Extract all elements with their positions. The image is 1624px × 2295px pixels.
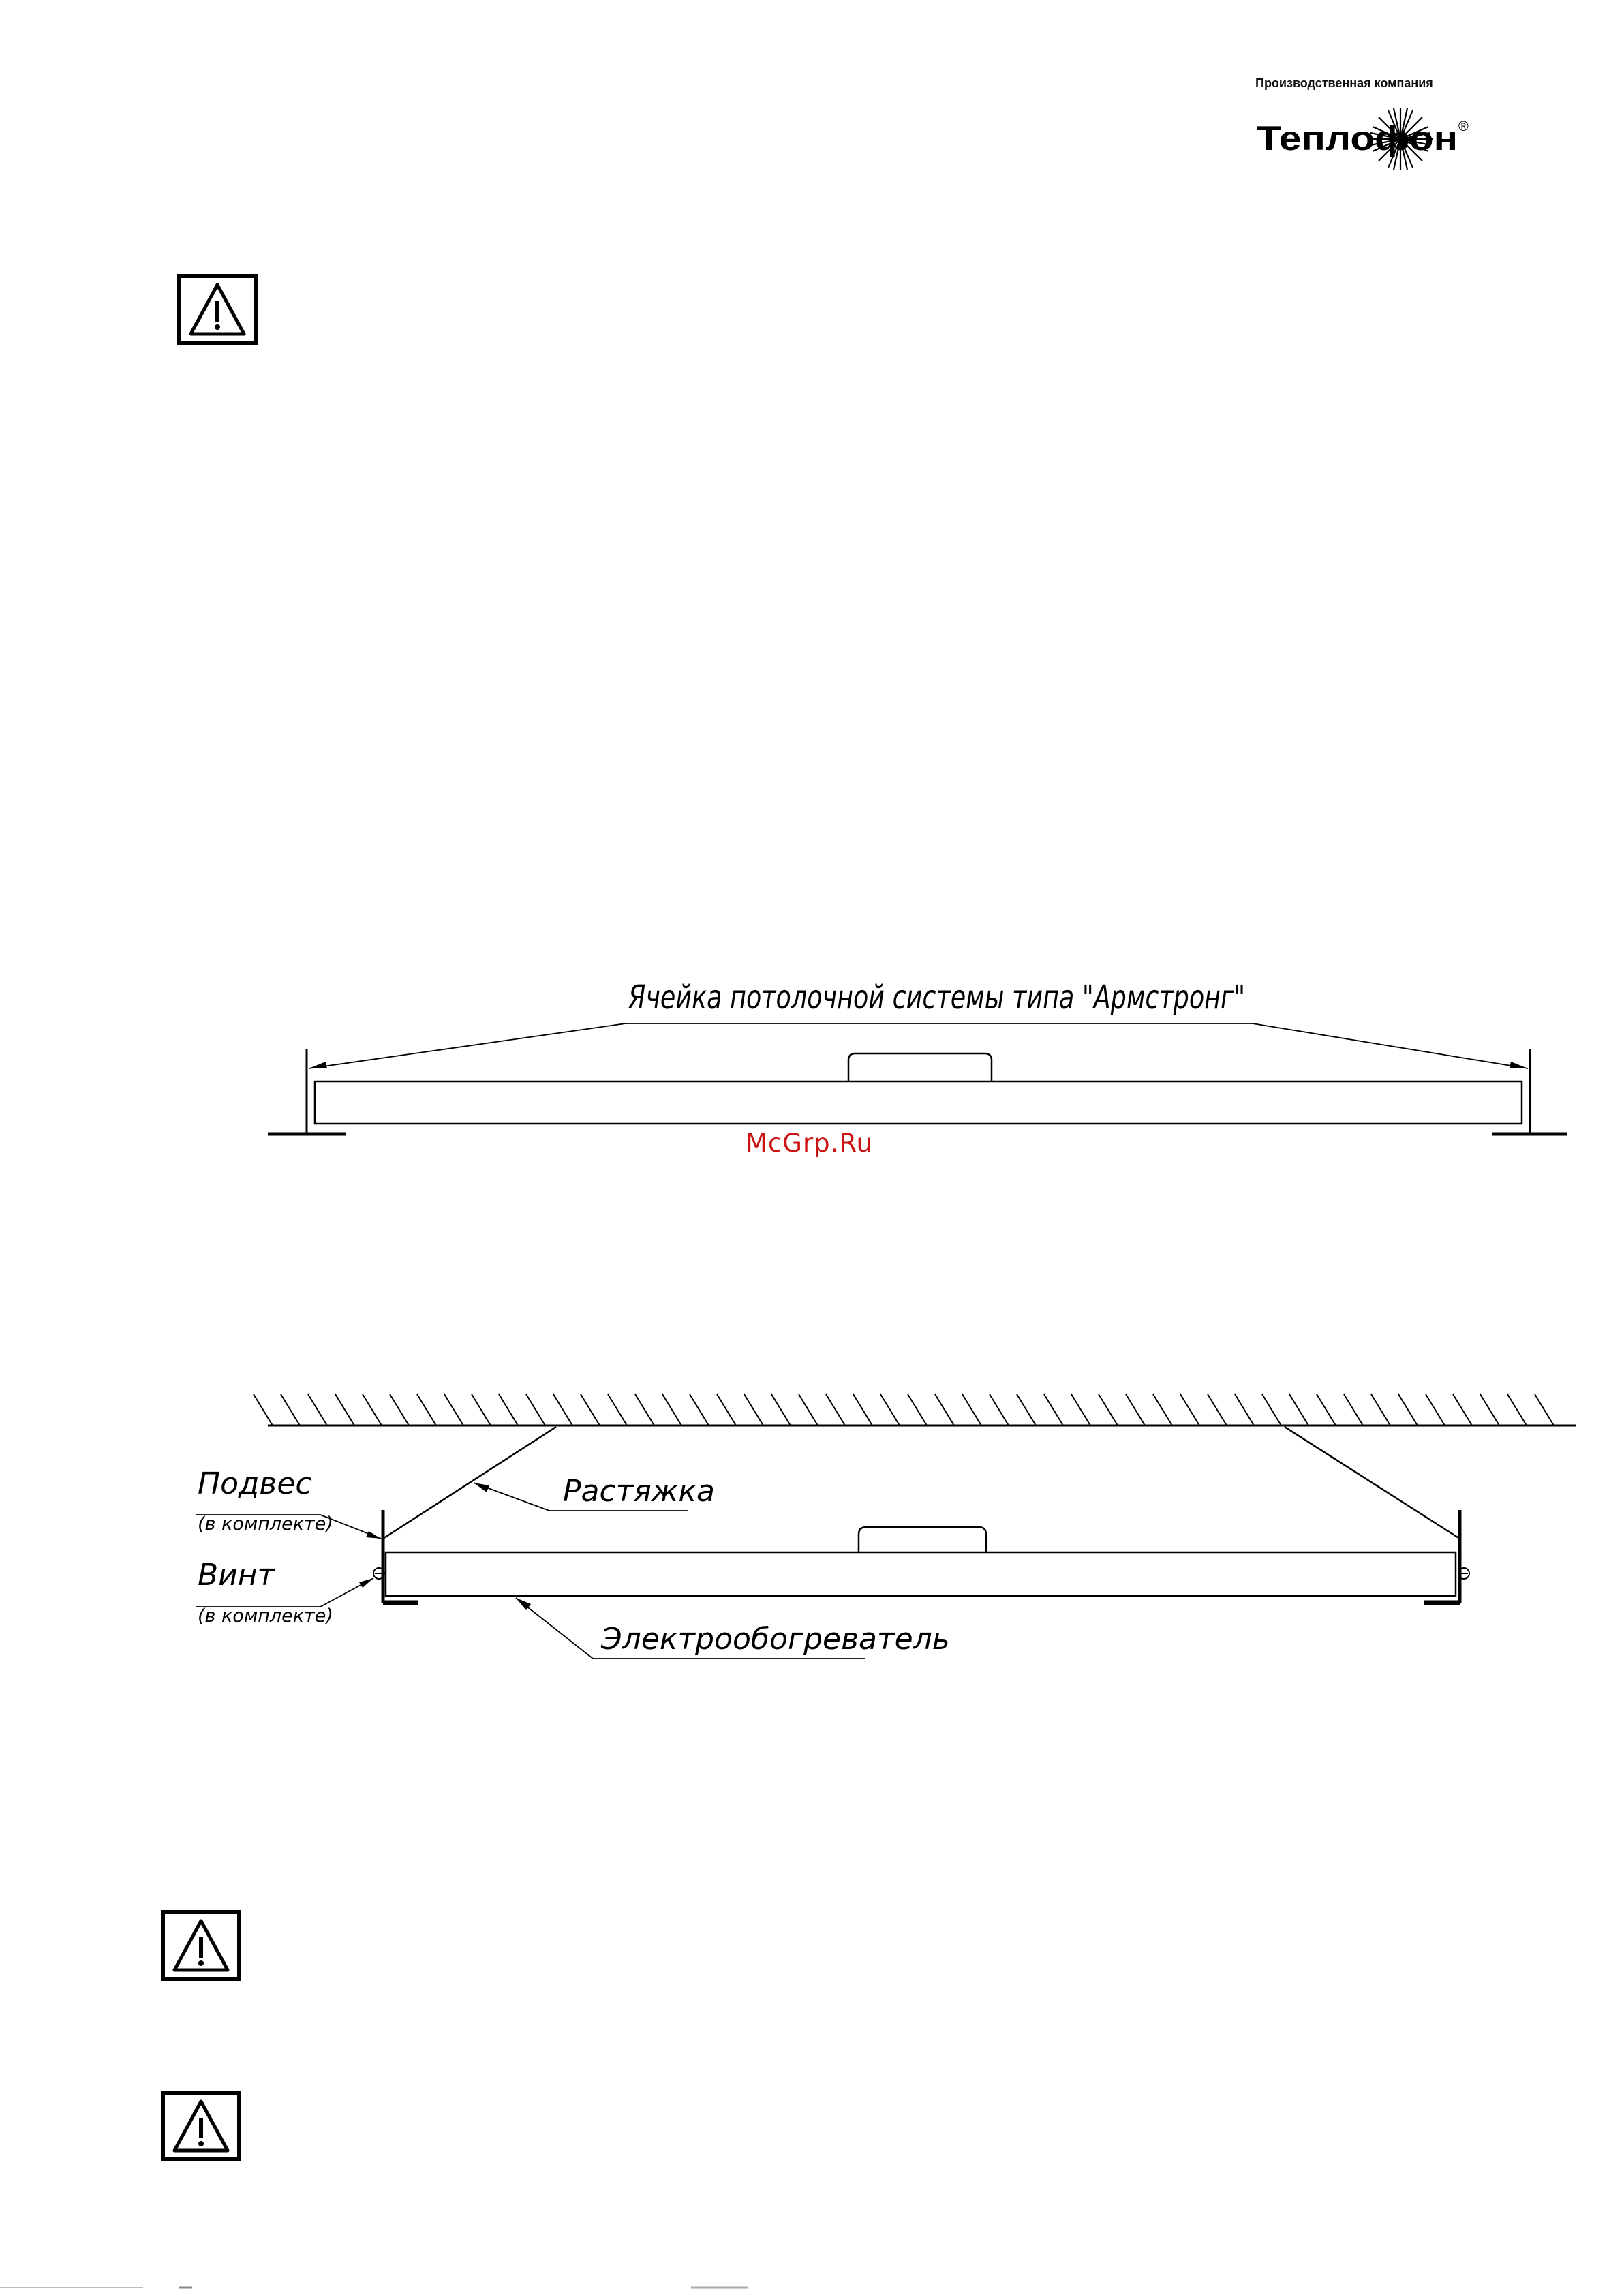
label-screw-note: (в комплекте) [198,1605,333,1627]
ceiling-hatching [254,1394,1554,1426]
label-suspension-note: (в комплекте) [198,1513,333,1535]
diagram-ceiling-mount [196,1394,1576,1659]
logo-brand: Теплофон [1257,119,1458,157]
logo-registered-mark: ® [1458,119,1469,134]
label-brace: Растяжка [563,1474,715,1509]
watermark: McGrp.Ru [746,1128,873,1158]
footer-scan-marks [0,2279,1624,2295]
diagram1-label: Ячейка потолочной системы типа "Армстронг" [628,979,1245,1017]
label-heater: Электрообогреватель [601,1622,950,1657]
label-suspension: Подвес [198,1466,312,1501]
logo-caption: Производственная компания [1255,76,1433,90]
diagram-armstrong-cell [268,1023,1567,1134]
label-screw: Винт [198,1558,275,1592]
